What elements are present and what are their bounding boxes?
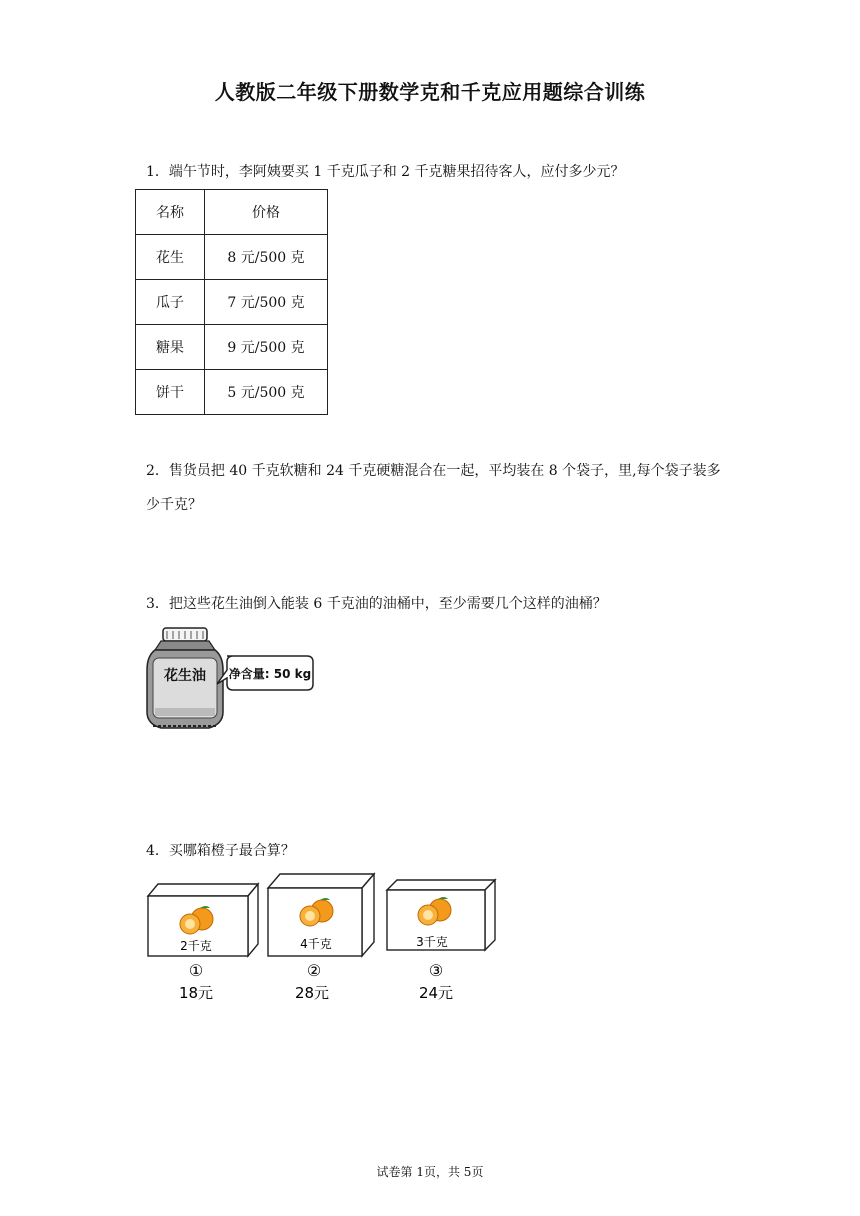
item-name: 花生	[136, 235, 205, 280]
box-number: ②	[306, 961, 322, 980]
header-price: 价格	[205, 190, 328, 235]
orange-boxes-image	[140, 872, 510, 1012]
item-name: 瓜子	[136, 280, 205, 325]
net-weight-label: 净含量: 50 kg	[228, 667, 312, 681]
table-header-row	[136, 190, 328, 235]
jar-label: 花生油	[164, 668, 206, 684]
question-4: 4．买哪箱橙子最合算？	[146, 843, 295, 859]
header-name: 名称	[136, 190, 205, 235]
price-table	[135, 189, 328, 415]
box-number: ③	[428, 961, 444, 980]
box-number: ①	[188, 961, 204, 980]
item-name: 饼干	[136, 370, 205, 415]
box-price: 24元	[418, 984, 454, 1002]
box-weight: 3千克	[416, 935, 448, 949]
page-title: 人教版二年级下册数学克和千克应用题综合训练	[214, 80, 646, 104]
item-price: 8 元/500 克	[205, 235, 328, 280]
table-row	[136, 280, 328, 325]
box-weight: 4千克	[300, 937, 332, 951]
orange-box-3	[387, 880, 495, 1002]
orange-box-1	[148, 884, 258, 1002]
question-2: 2．售货员把 40 千克软糖和 24 千克硬糖混合在一起，平均装在 8 个袋子，里,每个袋子装多少千克？	[146, 463, 721, 513]
item-name: 糖果	[136, 325, 205, 370]
item-price: 5 元/500 克	[205, 370, 328, 415]
table-row	[136, 370, 328, 415]
page-footer: 试卷第 1页，共 5页	[376, 1165, 484, 1179]
item-price: 9 元/500 克	[205, 325, 328, 370]
question-3: 3．把这些花生油倒入能装 6 千克油的油桶中，至少需要几个这样的油桶？	[146, 596, 607, 612]
table-row	[136, 325, 328, 370]
question-1: 1．端午节时，李阿姨要买 1 千克瓜子和 2 千克糖果招待客人，应付多少元？	[146, 164, 625, 180]
item-price: 7 元/500 克	[205, 280, 328, 325]
orange-box-2	[268, 874, 374, 1002]
oil-jar-image	[143, 626, 318, 736]
box-weight: 2千克	[180, 939, 212, 953]
box-price: 28元	[294, 984, 330, 1002]
box-price: 18元	[178, 984, 214, 1002]
table-row	[136, 235, 328, 280]
